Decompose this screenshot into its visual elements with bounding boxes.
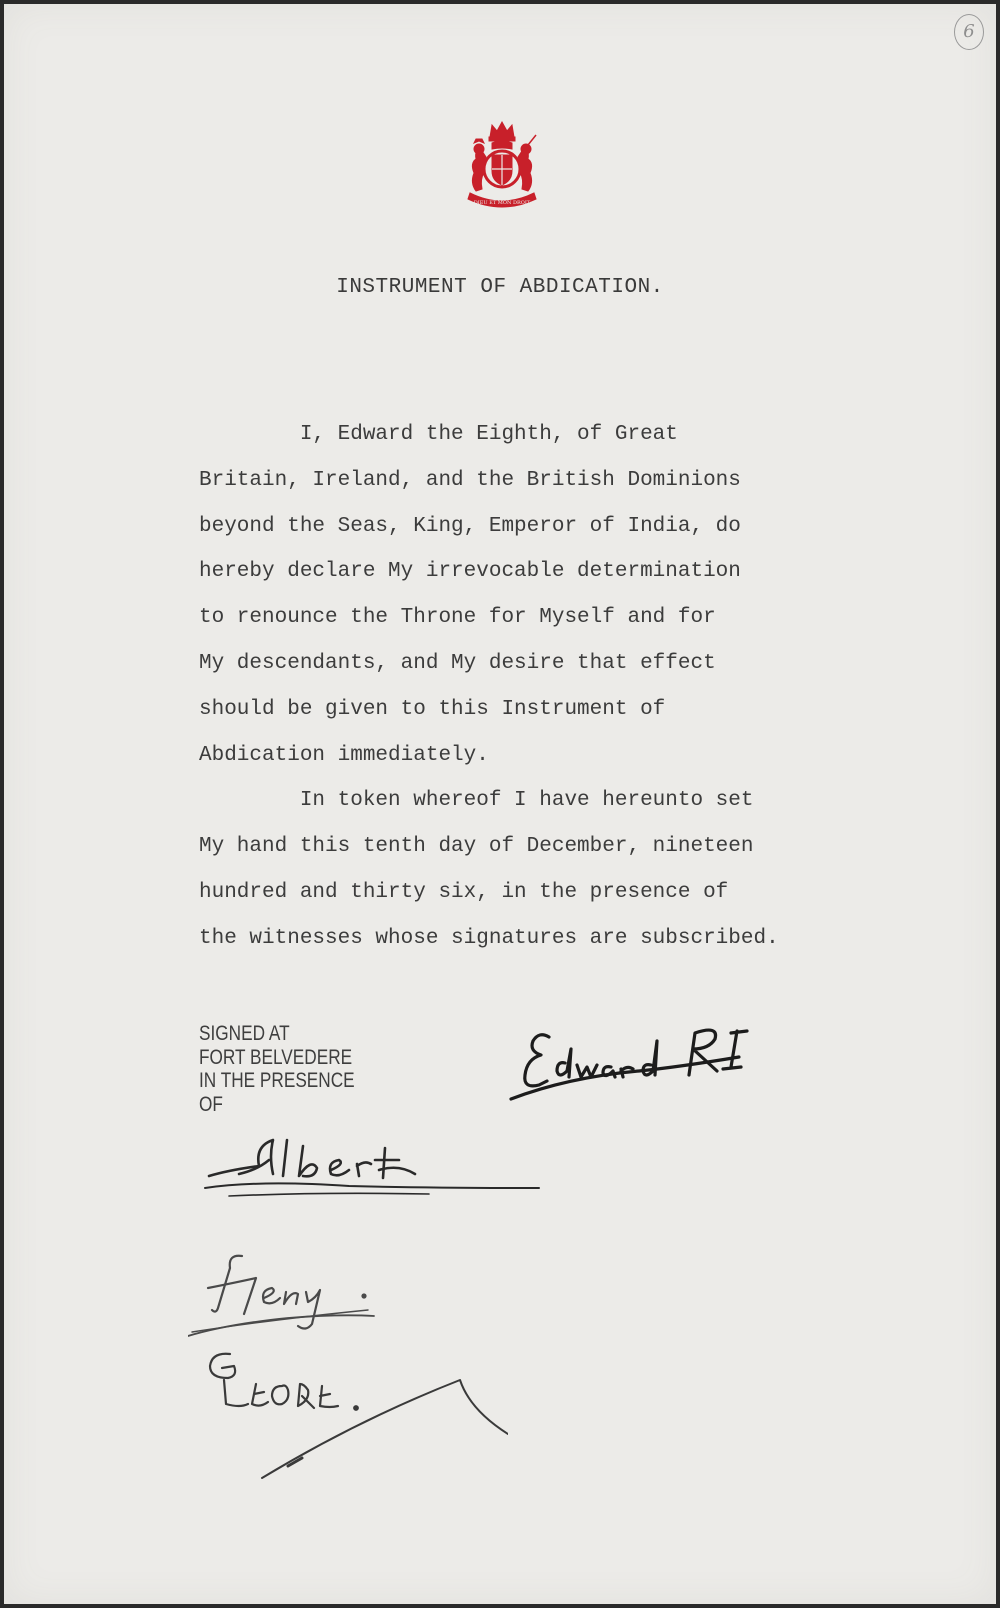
signature-albert xyxy=(199,1136,544,1206)
body-line: In token whereof I have hereunto set xyxy=(199,789,754,813)
body-line: the witnesses whose signatures are subscribed. xyxy=(199,926,779,950)
body-line: Britain, Ireland, and the British Dominions xyxy=(199,468,741,492)
signed-at-line: SIGNED AT xyxy=(199,1022,290,1045)
signed-at-line: IN THE PRESENCE xyxy=(199,1069,355,1092)
signed-at-block xyxy=(199,1022,389,1116)
royal-coat-of-arms-icon xyxy=(452,119,552,219)
body-line: hereby declare My irrevocable determination xyxy=(199,560,741,584)
folio-number: 6 xyxy=(954,14,984,50)
document-body xyxy=(199,412,919,962)
body-line: My descendants, and My desire that effect xyxy=(199,651,716,675)
signed-at-line: FORT BELVEDERE xyxy=(199,1045,353,1069)
document-title: INSTRUMENT OF ABDICATION. xyxy=(336,276,664,299)
body-line: hundred and thirty six, in the presence of xyxy=(199,880,729,904)
signature-edward-ri xyxy=(509,1019,779,1109)
body-line: to renounce the Throne for Myself and for xyxy=(199,606,716,630)
crest-motto: DIEU ET MON DROIT xyxy=(473,200,531,206)
signed-at-line: OF xyxy=(199,1092,223,1116)
body-line: I, Edward the Eighth, of Great xyxy=(199,423,678,446)
body-line: should be given to this Instrument of xyxy=(199,697,666,721)
body-line: Abdication immediately. xyxy=(199,743,489,767)
body-line: My hand this tenth day of December, nineteen xyxy=(199,835,754,859)
signature-henry xyxy=(188,1252,388,1342)
document-page xyxy=(4,4,996,1604)
signature-george xyxy=(208,1350,508,1480)
body-line: beyond the Seas, King, Emperor of India, do xyxy=(199,514,741,538)
